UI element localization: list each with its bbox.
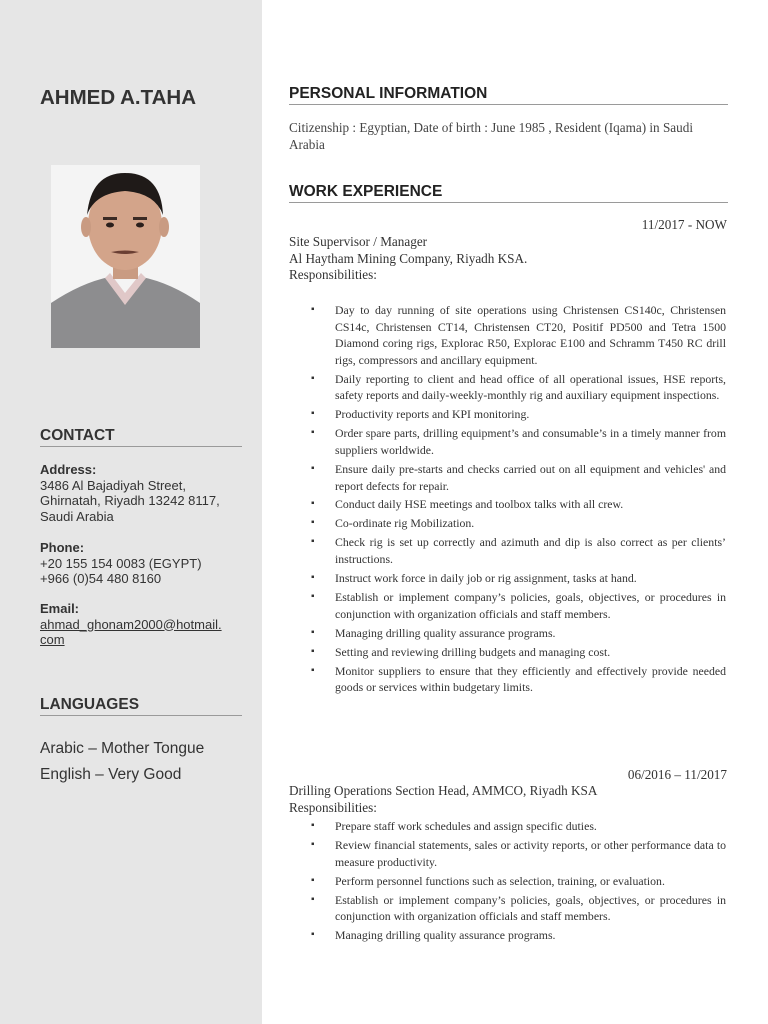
profile-photo-image: [51, 165, 200, 348]
bullet-icon: ▪: [311, 536, 315, 548]
bullet-icon: ▪: [311, 498, 315, 510]
responsibility-item: [289, 644, 726, 661]
bullet-icon: ▪: [311, 427, 315, 439]
phone-block: [40, 540, 250, 587]
work-experience-heading: WORK EXPERIENCE: [289, 183, 728, 203]
job-date: 11/2017 - NOW: [641, 217, 727, 232]
bullet-icon: ▪: [311, 626, 315, 638]
responsibility-item: [289, 818, 726, 835]
bullet-icon: ▪: [311, 462, 315, 474]
profile-photo: [51, 165, 200, 348]
responsibility-text: Co-ordinate rig Mobilization.: [335, 516, 475, 531]
bullet-icon: ▪: [311, 304, 315, 315]
bullet-icon: ▪: [311, 893, 315, 905]
candidate-name: AHMED A.TAHA: [40, 86, 197, 109]
job-title: Site Supervisor / Manager: [289, 234, 428, 249]
address-line: Ghirnatah, Riyadh 13242 8117,: [40, 493, 220, 508]
responsibility-text: Establish or implement company’s policies, goals, objectives, or procedures in conjunction with organization officials and staff members.: [335, 590, 726, 621]
bullet-icon: ▪: [311, 517, 315, 529]
email-line: com: [40, 632, 65, 647]
phone-number: +20 155 154 0083 (EGYPT): [40, 555, 202, 571]
responsibility-text: Daily reporting to client and head office of all operational issues, HSE reports, safety reports and daily-weekly-monthly rig and auxiliary equipment inspections.: [335, 371, 726, 403]
responsibility-text: Managing drilling quality assurance programs.: [335, 625, 556, 640]
language-item: English – Very Good: [40, 766, 182, 783]
responsibility-item: [289, 892, 726, 925]
responsibility-item: [289, 496, 726, 513]
responsibility-text: Setting and reviewing drilling budgets and managing cost.: [335, 644, 611, 659]
languages-heading: LANGUAGES: [40, 696, 242, 716]
responsibility-item: [289, 534, 726, 567]
phone-number: +966 (0)54 480 8160: [40, 571, 162, 586]
responsibility-text: Instruct work force in daily job or rig assignment, tasks at hand.: [335, 571, 637, 586]
email-line: ahmad_ghonam2000@hotmail.: [40, 616, 222, 632]
responsibility-text: Check rig is set up correctly and azimuth and dip is also correct as per clients’ instructions.: [335, 535, 726, 567]
bullet-icon: ▪: [311, 408, 315, 420]
job-header: [289, 234, 729, 284]
address-line: 3486 Al Bajadiyah Street,: [40, 477, 186, 493]
responsibility-text: Day to day running of site operations using Christensen CS140c, Christensen CS14c, Christensen CT14, Christensen CT20, Positif PD500 and Tetra 1500 Diamond coring rigs, Explorac R50, Explorac E100 and Schramm T450 RC drill rigs, compressors and ancillary equipment.: [335, 303, 726, 367]
job-title: Drilling Operations Section Head, AMMCO, Riyadh KSA: [289, 783, 598, 798]
responsibility-item: [289, 873, 726, 890]
job-company: Al Haytham Mining Company, Riyadh KSA.: [289, 250, 528, 266]
responsibility-item: [289, 625, 726, 642]
bullet-icon: ▪: [311, 874, 315, 886]
responsibility-item: [289, 371, 726, 404]
personal-info-text: Citizenship : Egyptian, Date of birth : June 1985 , Resident (Iqama) in Saudi Arabia: [289, 120, 693, 152]
contact-heading: CONTACT: [40, 427, 242, 447]
email-link[interactable]: [40, 617, 250, 648]
responsibility-item: [289, 589, 726, 622]
job-date: 06/2016 – 11/2017: [627, 767, 727, 782]
phone-label: Phone:: [40, 540, 85, 555]
bullet-icon: ▪: [311, 572, 315, 584]
responsibility-text: Managing drilling quality assurance programs.: [335, 928, 556, 943]
responsibility-item: [289, 663, 726, 696]
responsibility-text: Conduct daily HSE meetings and toolbox talks with all crew.: [335, 497, 624, 512]
sidebar: [0, 0, 262, 1024]
address-block: [40, 462, 250, 524]
responsibility-text: Ensure daily pre-starts and checks carried out on all equipment and vehicles' and report defects for repair.: [335, 461, 726, 493]
responsibilities-list: [289, 302, 726, 698]
responsibility-item: [289, 406, 726, 423]
email-block: [40, 601, 250, 648]
responsibilities-label: Responsibilities:: [289, 267, 377, 282]
language-item: Arabic – Mother Tongue: [40, 740, 205, 757]
bullet-icon: ▪: [311, 664, 315, 676]
job-header: [289, 783, 729, 816]
responsibilities-list: [289, 818, 726, 946]
responsibility-item: [289, 570, 726, 587]
bullet-icon: ▪: [311, 591, 315, 603]
address-label: Address:: [40, 462, 97, 477]
responsibility-item: [289, 302, 726, 368]
bullet-icon: ▪: [311, 820, 315, 831]
responsibility-text: Prepare staff work schedules and assign specific duties.: [335, 819, 597, 833]
responsibility-item: [289, 927, 726, 944]
bullet-icon: ▪: [311, 645, 315, 657]
responsibility-item: [289, 515, 726, 532]
responsibility-text: Productivity reports and KPI monitoring.: [335, 407, 530, 422]
languages-list: [40, 736, 204, 788]
bullet-icon: ▪: [311, 929, 315, 941]
responsibility-item: [289, 461, 726, 494]
responsibility-text: Order spare parts, drilling equipment’s and consumable’s in a timely manner from suppliers worldwide.: [335, 426, 726, 457]
bullet-icon: ▪: [311, 838, 315, 850]
email-label: Email:: [40, 601, 80, 616]
main-content: [262, 0, 768, 1024]
personal-info-heading: PERSONAL INFORMATION: [289, 85, 728, 105]
address-line: Saudi Arabia: [40, 508, 114, 524]
bullet-icon: ▪: [311, 372, 315, 384]
responsibility-text: Establish or implement company’s policies, goals, objectives, or procedures in conjunction with organization officials and staff members.: [335, 892, 726, 924]
responsibility-text: Review financial statements, sales or activity reports, or other performance data to measure productivity.: [335, 837, 726, 869]
responsibility-text: Monitor suppliers to ensure that they efficiently and effectively provide needed goods or services within budgetary limits.: [335, 663, 726, 695]
responsibilities-label: Responsibilities:: [289, 799, 377, 815]
responsibility-item: [289, 837, 726, 870]
responsibility-item: [289, 425, 726, 458]
responsibility-text: Perform personnel functions such as selection, training, or evaluation.: [335, 873, 665, 888]
